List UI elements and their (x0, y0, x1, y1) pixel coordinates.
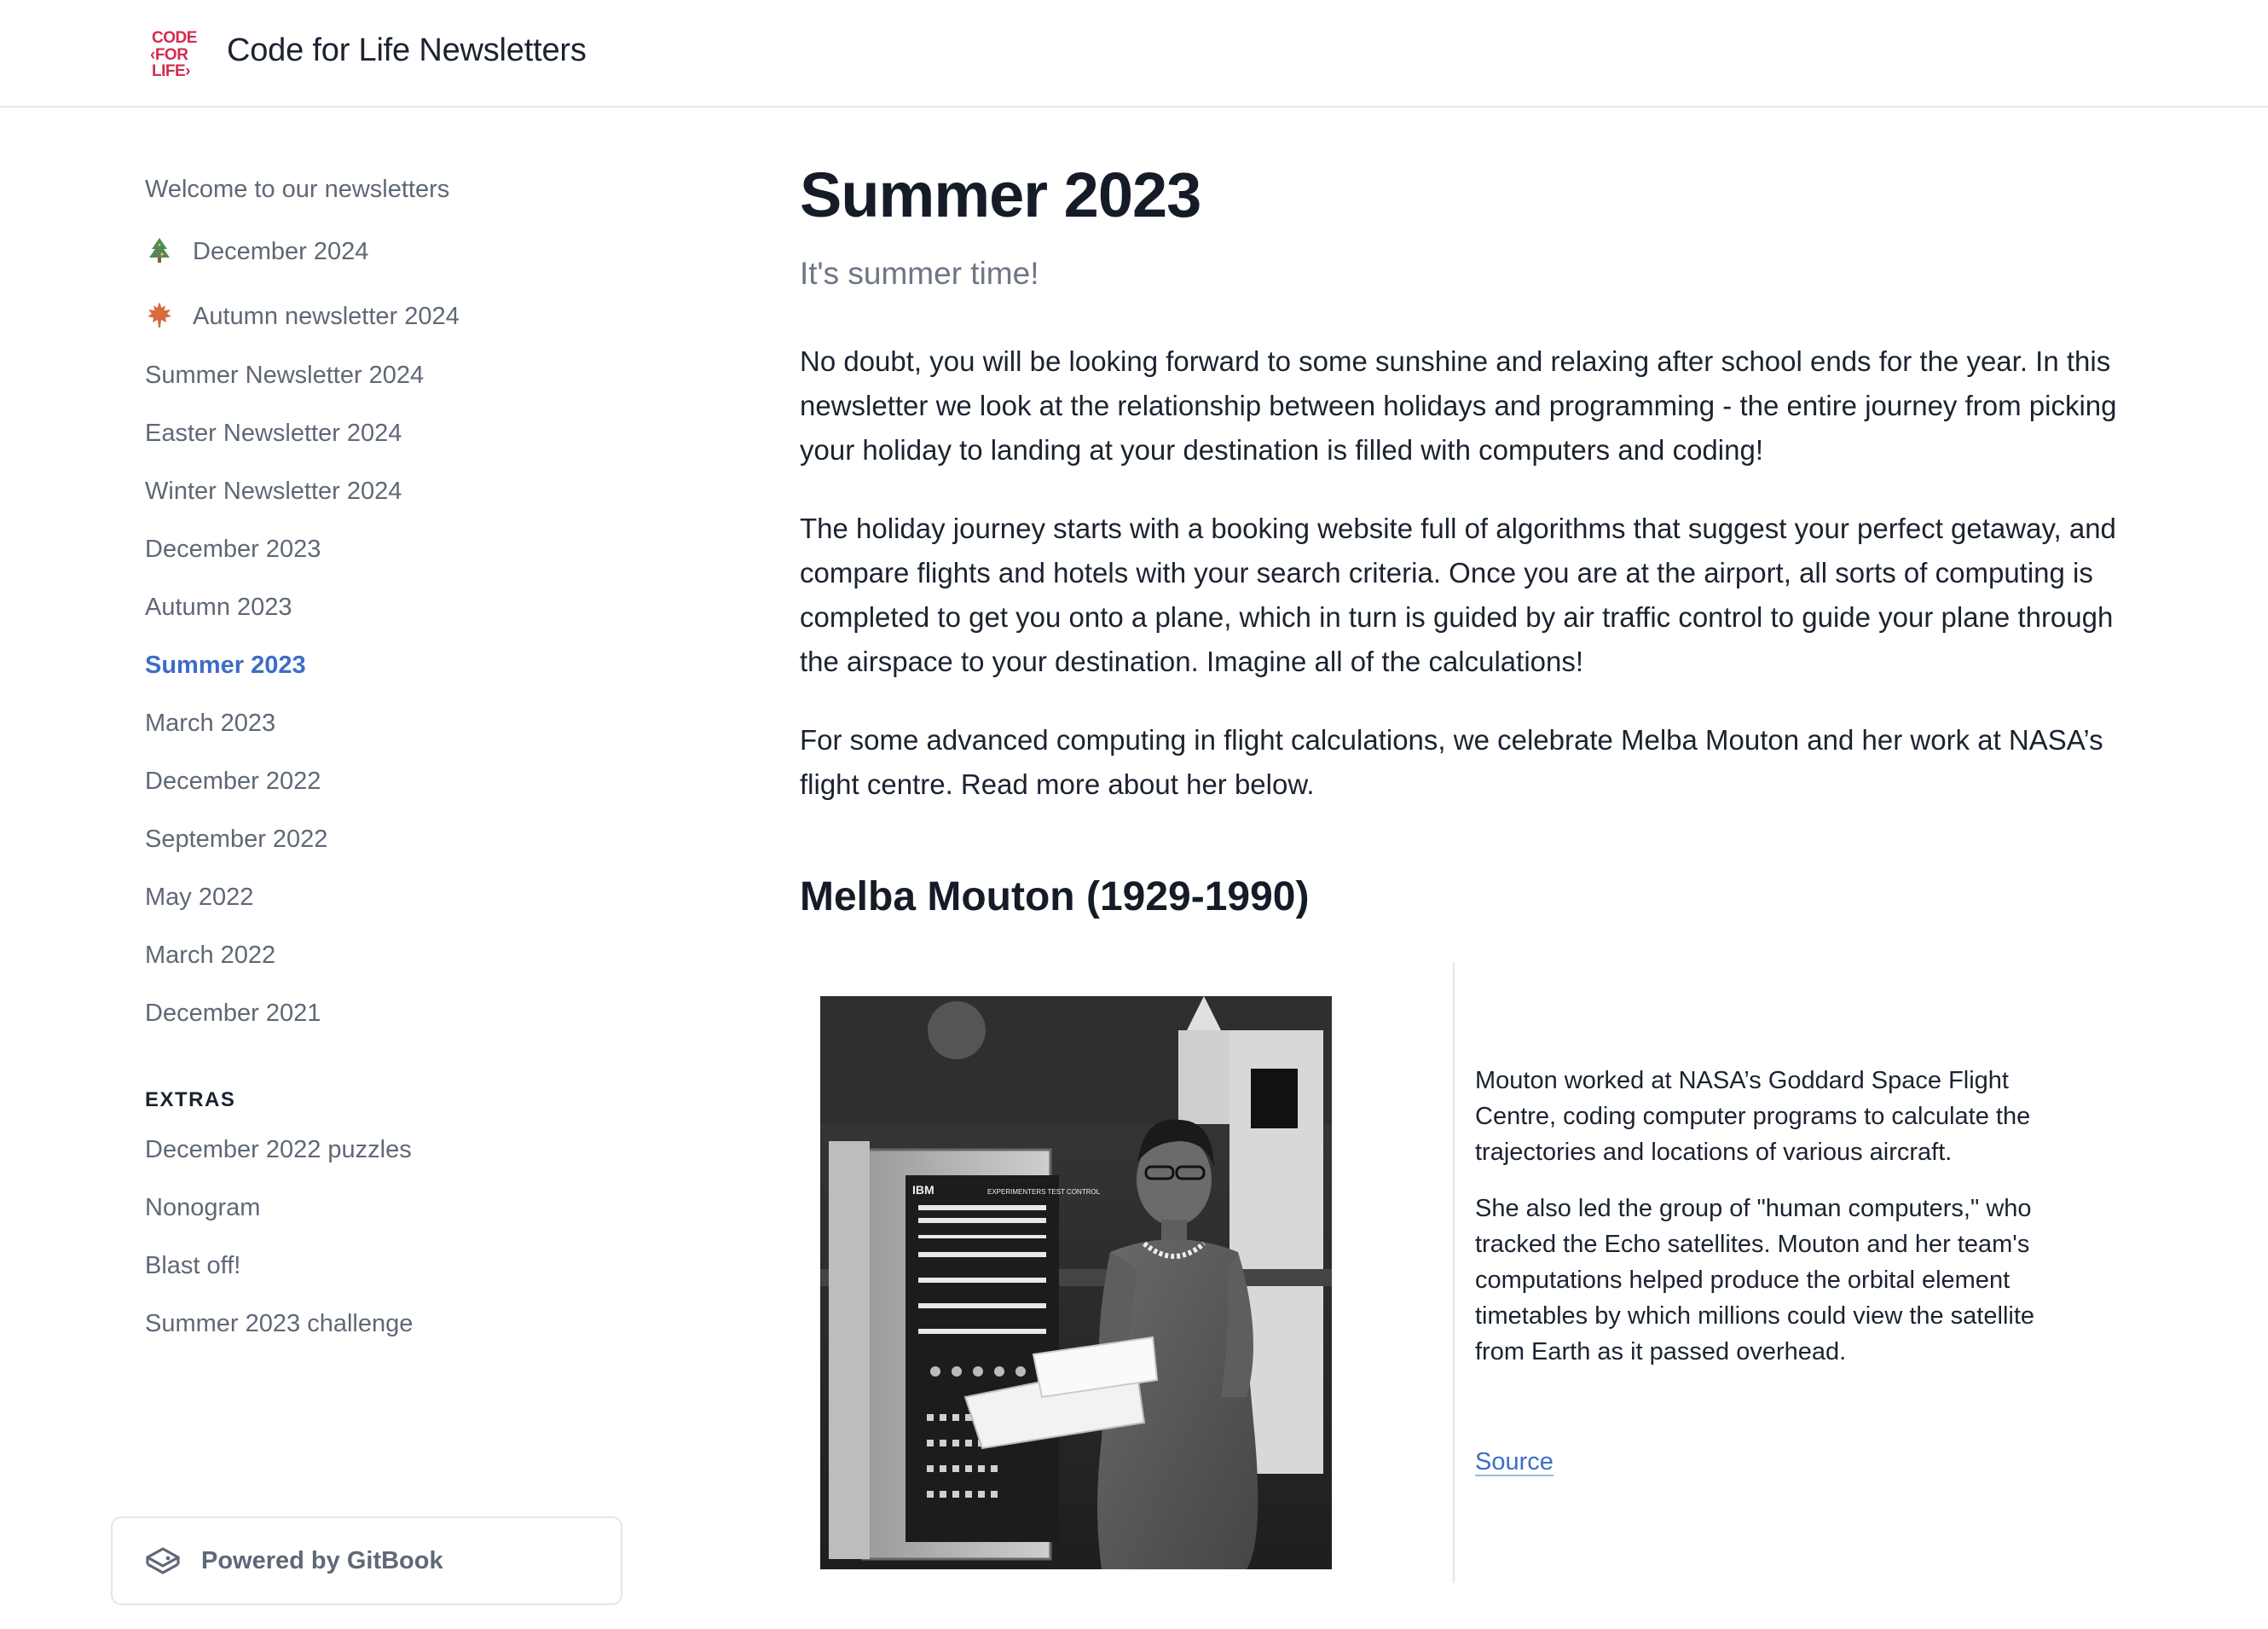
powered-by-gitbook-button[interactable] (111, 1516, 622, 1605)
photo-panel-label: EXPERIMENTERS TEST CONTROL (987, 1188, 1101, 1196)
human-computers-paragraph: She also led the group of "human computers," who tracked the Echo satellites. Mouton and her team's computations helped produce the orbital element timetables by which millions could view the satellite from Earth as it passed overhead. (1475, 1195, 2035, 1365)
column-divider (1453, 962, 1455, 1583)
sidebar-item-may-2022[interactable] (145, 884, 253, 912)
sidebar-item-label: Summer 2023 (145, 652, 306, 679)
top-header (0, 0, 2268, 107)
sidebar-item-label: Autumn newsletter 2024 (193, 303, 460, 330)
sidebar-item-march-2022[interactable] (145, 942, 275, 970)
page-subtitle: It's summer time! (800, 256, 1039, 291)
sidebar-item-september-2022[interactable] (145, 826, 327, 854)
sidebar-item-autumn-2024[interactable] (145, 300, 460, 331)
sidebar-item-label: December 2024 (193, 238, 369, 265)
svg-text:‹FOR: ‹FOR (150, 46, 188, 64)
sidebar-item-welcome[interactable] (145, 176, 449, 204)
sidebar-item-label: Nonogram (145, 1194, 261, 1221)
sidebar-item-label: March 2023 (145, 710, 276, 737)
sidebar-item-label: Easter Newsletter 2024 (145, 420, 402, 447)
sidebar-item-easter-2024[interactable] (145, 420, 402, 448)
gitbook-icon (145, 1545, 181, 1580)
sidebar-item-nonogram[interactable] (145, 1194, 260, 1222)
sidebar-item-summer-2023[interactable] (145, 652, 306, 680)
melba-mouton-photo (820, 996, 1332, 1569)
sidebar-item-blast-off[interactable] (145, 1252, 240, 1280)
photo-illustration (820, 996, 1332, 1569)
code-for-life-logo[interactable] (150, 27, 206, 78)
maple-leaf-icon (145, 300, 174, 329)
mouton-bio-paragraph: Mouton worked at NASA’s Goddard Space Flight Centre, coding computer programs to calculate the trajectories and locations of various aircraft. (1475, 1067, 2031, 1166)
photo-ibm-label: IBM (912, 1183, 934, 1197)
svg-text:CODE: CODE (152, 29, 197, 47)
svg-text:LIFE›: LIFE› (152, 62, 190, 78)
sidebar-item-label: Welcome to our newsletters (145, 176, 450, 203)
sidebar-item-label: May 2022 (145, 884, 254, 911)
sidebar-item-march-2023[interactable] (145, 710, 275, 738)
sidebar-item-autumn-2023[interactable] (145, 594, 292, 622)
sidebar-item-label: Summer 2023 challenge (145, 1310, 414, 1337)
page-title: Summer 2023 (800, 159, 1201, 230)
sidebar-item-december-2022-puzzles[interactable] (145, 1136, 412, 1164)
section-heading-melba-mouton: Melba Mouton (1929-1990) (800, 874, 1310, 919)
sidebar-item-label: December 2022 (145, 768, 321, 795)
sidebar-item-label: Blast off! (145, 1252, 241, 1279)
sidebar-item-label: Winter Newsletter 2024 (145, 478, 402, 505)
sidebar-item-december-2023[interactable] (145, 536, 321, 564)
source-link[interactable]: Source (1475, 1448, 1553, 1475)
sidebar-item-label: Autumn 2023 (145, 594, 292, 621)
sidebar-item-label: December 2023 (145, 536, 321, 563)
sidebar-item-december-2021[interactable] (145, 1000, 321, 1028)
sidebar-item-winter-2024[interactable] (145, 478, 402, 506)
melba-intro-paragraph: For some advanced computing in flight calculations, we celebrate Melba Mouton and her work at NASA’s flight centre. Read more about her below. (800, 724, 2103, 800)
sidebar-item-summer-2024[interactable] (145, 362, 424, 390)
sidebar-item-label: March 2022 (145, 942, 276, 969)
sidebar-item-label: September 2022 (145, 826, 328, 853)
journey-paragraph: The holiday journey starts with a booking website full of algorithms that suggest your perfect getaway, and compare flights and hotels with your search criteria. Once you are at the airport, all sorts of computing is completed to get you onto a plane, which in turn is guided by air traffic control to guide your plane through the airspace to your destination. Imagine all of the calculations! (800, 513, 2116, 677)
sidebar-item-december-2022[interactable] (145, 768, 321, 796)
sidebar-item-december-2024[interactable] (145, 235, 368, 266)
sidebar-item-summer-2023-challenge[interactable] (145, 1310, 413, 1338)
christmas-tree-icon (145, 235, 174, 264)
sidebar-nav (145, 107, 674, 1629)
site-title[interactable]: Code for Life Newsletters (227, 32, 587, 68)
extras-heading: EXTRAS (145, 1088, 236, 1111)
sidebar-item-label: December 2022 puzzles (145, 1136, 412, 1163)
sidebar-item-label: Summer Newsletter 2024 (145, 362, 425, 389)
intro-paragraph: No doubt, you will be looking forward to some sunshine and relaxing after school ends for the year. In this newsletter we look at the relationship between holidays and programming - the entire journey from picking your holiday to landing at your destination is filled with computers and coding! (800, 345, 2117, 466)
sidebar-item-label: December 2021 (145, 1000, 321, 1027)
powered-by-label: Powered by GitBook (201, 1547, 443, 1574)
